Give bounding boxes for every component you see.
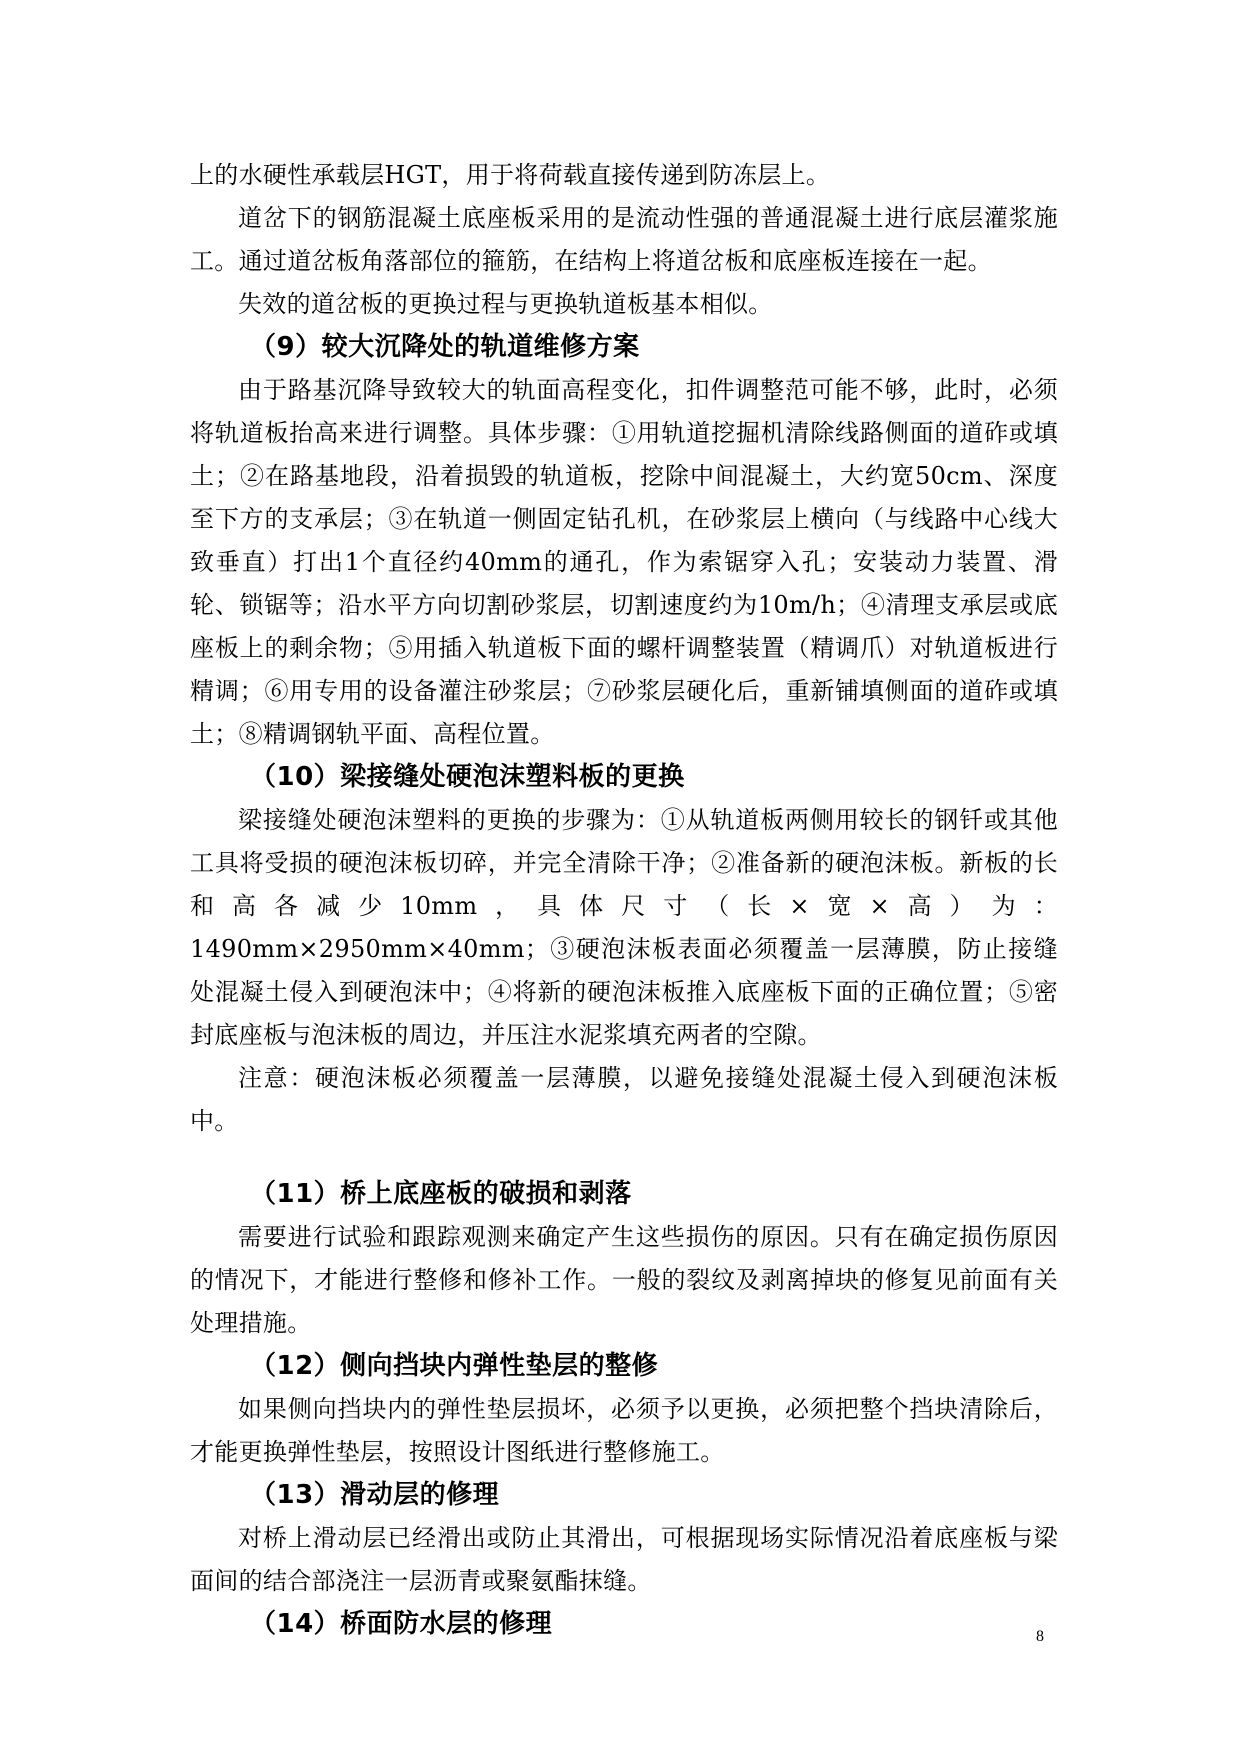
section-heading: （13）滑动层的修理 [250,1480,500,1510]
page-number: 8 [1036,1628,1044,1645]
paragraph: 对桥上滑动层已经滑出或防止其滑出，可根据现场实际情况沿着底座板与梁面间的结合部浇注一层沥青或聚氨酯抹缝。 [190,1524,1058,1595]
section-heading: （11）桥上底座板的破损和剥落 [250,1179,632,1209]
section-heading: （12）侧向挡块内弹性垫层的整修 [250,1351,659,1381]
paragraph: 上的水硬性承载层HGT，用于将荷载直接传递到防冻层上。 [190,161,831,189]
page-body [190,154,1058,1646]
paragraph: 道岔下的钢筋混凝土底座板采用的是流动性强的普通混凝土进行底层灌浆施工。通过道岔板角落部位的箍筋，在结构上将道岔板和底座板连接在一起。 [190,204,1058,275]
section-heading: （14）桥面防水层的修理 [250,1609,553,1639]
section-heading: （10）梁接缝处硬泡沫塑料板的更换 [250,762,685,792]
paragraph: 需要进行试验和跟踪观测来确定产生这些损伤的原因。只有在确定损伤原因的情况下，才能进行整修和修补工作。一般的裂纹及剥离掉块的修复见前面有关处理措施。 [190,1223,1058,1337]
paragraph: 失效的道岔板的更换过程与更换轨道板基本相似。 [238,290,773,318]
note-paragraph: 注意：硬泡沫板必须覆盖一层薄膜，以避免接缝处混凝土侵入到硬泡沫板中。 [190,1064,1058,1135]
section-heading: （9）较大沉降处的轨道维修方案 [250,332,640,362]
paragraph: 梁接缝处硬泡沫塑料的更换的步骤为：①从轨道板两侧用较长的钢钎或其他工具将受损的硬泡沫板切碎，并完全清除干净；②准备新的硬泡沫板。新板的长和高各减少10mm，具体尺寸（长×宽×高）为：1490mm×2950mm×40mm；③硬泡沫板表面必须覆盖一层薄膜，防止接缝处混凝土侵入到硬泡沫中；④将新的硬泡沫板推入底座板下面的正确位置；⑤密封底座板与泡沫板的周边，并压注水泥浆填充两者的空隙。 [190,806,1059,1049]
paragraph: 由于路基沉降导致较大的轨面高程变化，扣件调整范可能不够，此时，必须将轨道板抬高来进行调整。具体步骤：①用轨道挖掘机清除线路侧面的道砟或填土；②在路基地段，沿着损毁的轨道板，挖除中间混凝土，大约宽50cm、深度至下方的支承层；③在轨道一侧固定钻孔机，在砂浆层上横向（与线路中心线大致垂直）打出1个直径约40mm的通孔，作为索锯穿入孔；安装动力装置、滑轮、锁锯等；沿水平方向切割砂浆层，切割速度约为10m/h；④清理支承层或底座板上的剩余物；⑤用插入轨道板下面的螺杆调整装置（精调爪）对轨道板进行精调；⑥用专用的设备灌注砂浆层；⑦砂浆层硬化后，重新铺填侧面的道砟或填土；⑧精调钢轨平面、高程位置。 [190,376,1058,748]
paragraph: 如果侧向挡块内的弹性垫层损坏，必须予以更换，必须把整个挡块清除后，才能更换弹性垫层，按照设计图纸进行整修施工。 [190,1395,1058,1466]
